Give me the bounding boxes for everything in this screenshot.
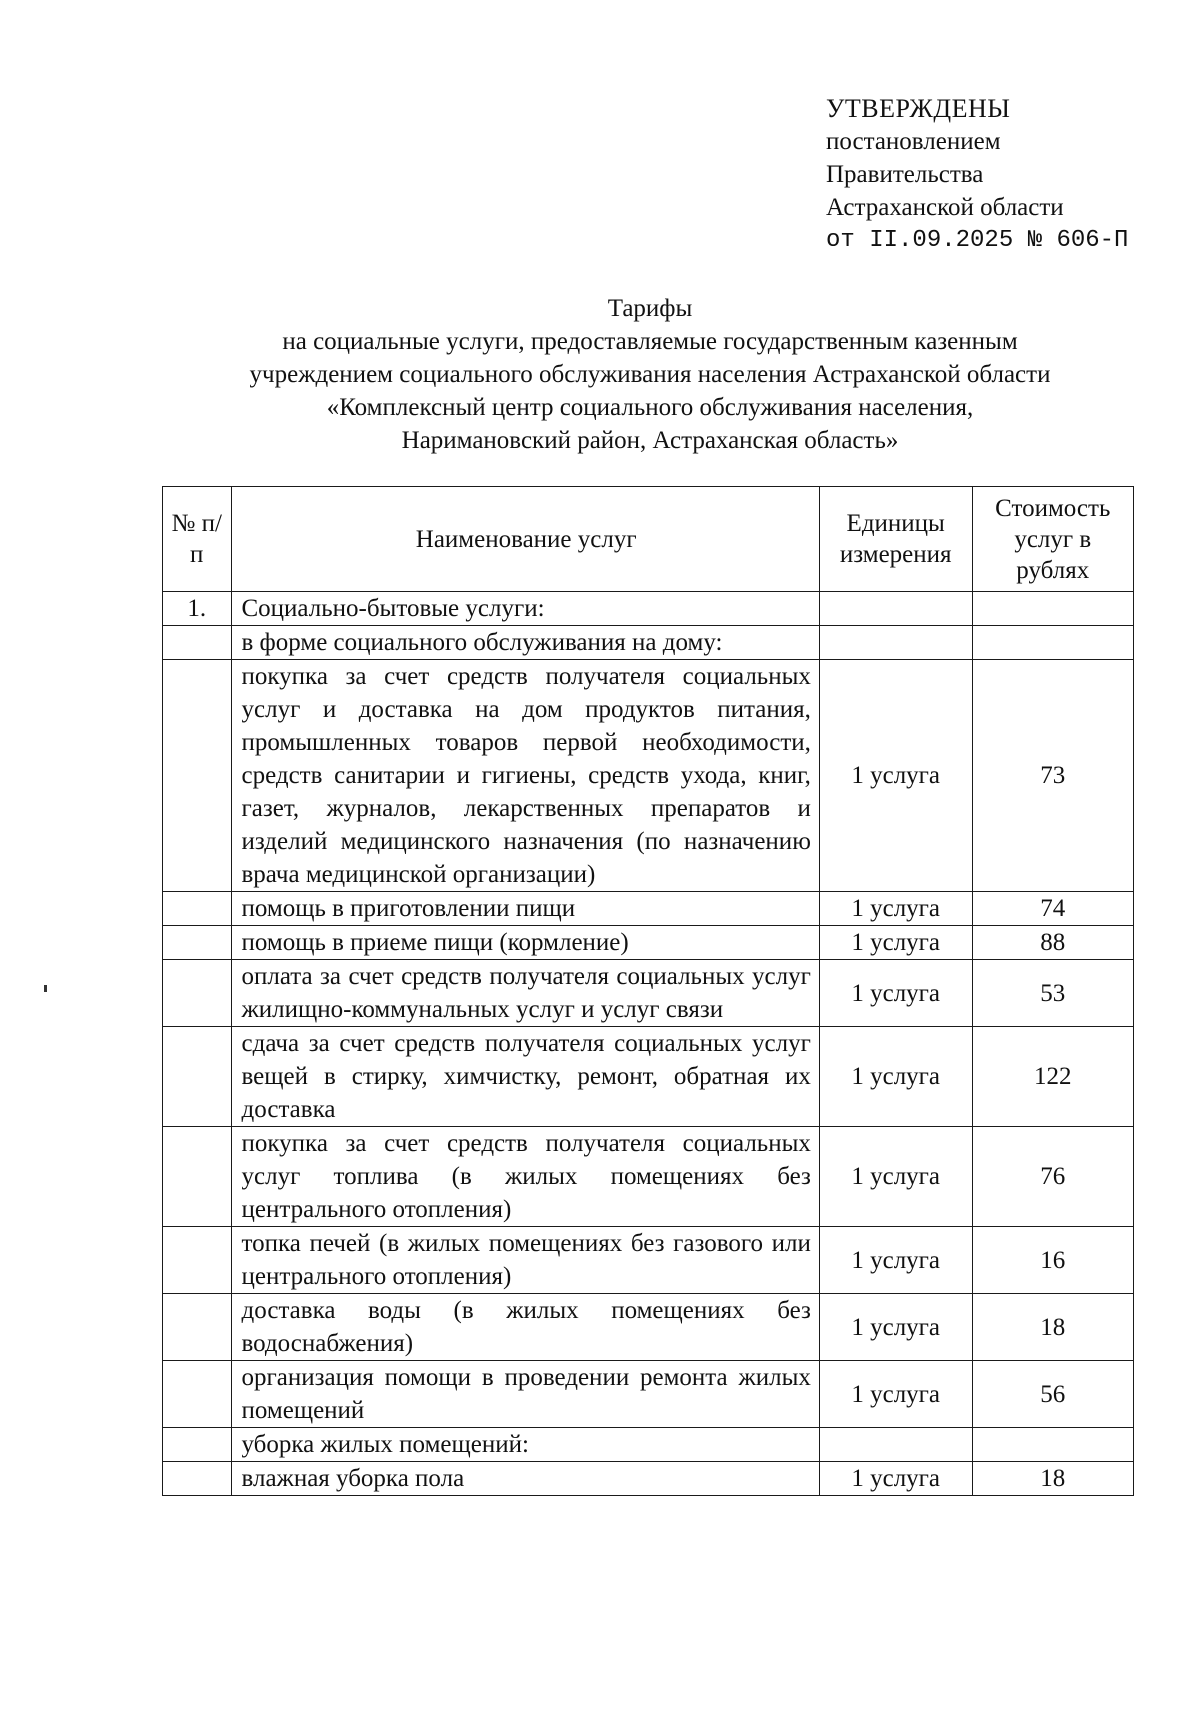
title-line: «Комплексный центр социального обслуживания населения, xyxy=(326,394,974,421)
row-price: 73 xyxy=(972,660,1133,892)
header-name: Наименование услуг xyxy=(231,487,819,592)
row-name: помощь в приеме пищи (кормление) xyxy=(231,926,819,960)
row-unit: 1 услуга xyxy=(819,960,972,1027)
table-header-row xyxy=(163,487,1134,592)
table-row xyxy=(163,1428,1134,1462)
document-title xyxy=(150,292,1150,457)
row-num xyxy=(163,1428,232,1462)
row-num xyxy=(163,1227,232,1294)
row-unit: 1 услуга xyxy=(819,660,972,892)
row-unit: 1 услуга xyxy=(819,1294,972,1361)
row-unit: 1 услуга xyxy=(819,1361,972,1428)
row-num xyxy=(163,960,232,1027)
row-num xyxy=(163,892,232,926)
row-name: уборка жилых помещений: xyxy=(231,1428,819,1462)
row-num xyxy=(163,1361,232,1428)
table-row xyxy=(163,592,1134,626)
row-name: организация помощи в проведении ремонта жилых помещений xyxy=(231,1361,819,1428)
row-num xyxy=(163,1462,232,1496)
row-price: 122 xyxy=(972,1027,1133,1127)
header-price: Стоимость услуг в рублях xyxy=(972,487,1133,592)
row-price: 18 xyxy=(972,1462,1133,1496)
row-name: сдача за счет средств получателя социальных услуг вещей в стирку, химчистку, ремонт, обратная их доставка xyxy=(231,1027,819,1127)
row-num: 1. xyxy=(163,592,232,626)
approval-line: Астраханской области xyxy=(826,194,1064,221)
title-line: Тарифы xyxy=(607,295,693,322)
row-num xyxy=(163,1027,232,1127)
row-unit xyxy=(819,592,972,626)
approval-date: от II.09.2025 № 606-П xyxy=(826,227,1129,254)
row-price xyxy=(972,1428,1133,1462)
row-name: влажная уборка пола xyxy=(231,1462,819,1496)
row-num xyxy=(163,926,232,960)
row-name: покупка за счет средств получателя социальных услуг топлива (в жилых помещениях без центрального отопления) xyxy=(231,1127,819,1227)
row-price xyxy=(972,592,1133,626)
row-unit: 1 услуга xyxy=(819,892,972,926)
table-row xyxy=(163,1462,1134,1496)
scan-speck xyxy=(44,985,47,992)
title-line: Наримановский район, Астраханская область» xyxy=(401,427,899,454)
row-price: 18 xyxy=(972,1294,1133,1361)
row-name: оплата за счет средств получателя социальных услуг жилищно-коммунальных услуг и услуг связи xyxy=(231,960,819,1027)
header-num: № п/п xyxy=(163,487,232,592)
table-row xyxy=(163,960,1134,1027)
row-price xyxy=(972,626,1133,660)
table-row xyxy=(163,892,1134,926)
row-num xyxy=(163,1127,232,1227)
row-unit: 1 услуга xyxy=(819,1462,972,1496)
table-row xyxy=(163,1127,1134,1227)
row-price: 16 xyxy=(972,1227,1133,1294)
approval-line: Правительства xyxy=(826,161,984,188)
row-unit xyxy=(819,1428,972,1462)
row-name: доставка воды (в жилых помещениях без водоснабжения) xyxy=(231,1294,819,1361)
table-row xyxy=(163,660,1134,892)
tariffs-table xyxy=(162,486,1134,1496)
row-name: топка печей (в жилых помещениях без газового или центрального отопления) xyxy=(231,1227,819,1294)
row-price: 76 xyxy=(972,1127,1133,1227)
row-name: в форме социального обслуживания на дому: xyxy=(231,626,819,660)
row-num xyxy=(163,1294,232,1361)
approval-line: постановлением xyxy=(826,128,1001,155)
title-line: учреждением социального обслуживания населения Астраханской области xyxy=(249,361,1051,388)
row-price: 74 xyxy=(972,892,1133,926)
row-num xyxy=(163,660,232,892)
row-unit: 1 услуга xyxy=(819,1127,972,1227)
row-unit: 1 услуга xyxy=(819,926,972,960)
row-unit xyxy=(819,626,972,660)
table-row xyxy=(163,1227,1134,1294)
table-row xyxy=(163,1294,1134,1361)
header-unit: Единицы измерения xyxy=(819,487,972,592)
row-name: помощь в приготовлении пищи xyxy=(231,892,819,926)
table-row xyxy=(163,1361,1134,1428)
table-row xyxy=(163,626,1134,660)
table-row xyxy=(163,1027,1134,1127)
row-price: 53 xyxy=(972,960,1133,1027)
table-row xyxy=(163,926,1134,960)
row-unit: 1 услуга xyxy=(819,1227,972,1294)
approval-heading: УТВЕРЖДЕНЫ xyxy=(826,94,1011,123)
row-name: Социально-бытовые услуги: xyxy=(231,592,819,626)
title-line: на социальные услуги, предоставляемые государственным казенным xyxy=(282,328,1018,355)
approval-stamp xyxy=(826,92,1128,257)
row-num xyxy=(163,626,232,660)
row-price: 56 xyxy=(972,1361,1133,1428)
row-price: 88 xyxy=(972,926,1133,960)
row-name: покупка за счет средств получателя социальных услуг и доставка на дом продуктов питания, промышленных товаров первой необходимости, средств санитарии и гигиены, средств ухода, книг, газет, журналов, лекарственных препаратов и изделий медицинского назначения (по назначению врача медицинской организации) xyxy=(231,660,819,892)
row-unit: 1 услуга xyxy=(819,1027,972,1127)
